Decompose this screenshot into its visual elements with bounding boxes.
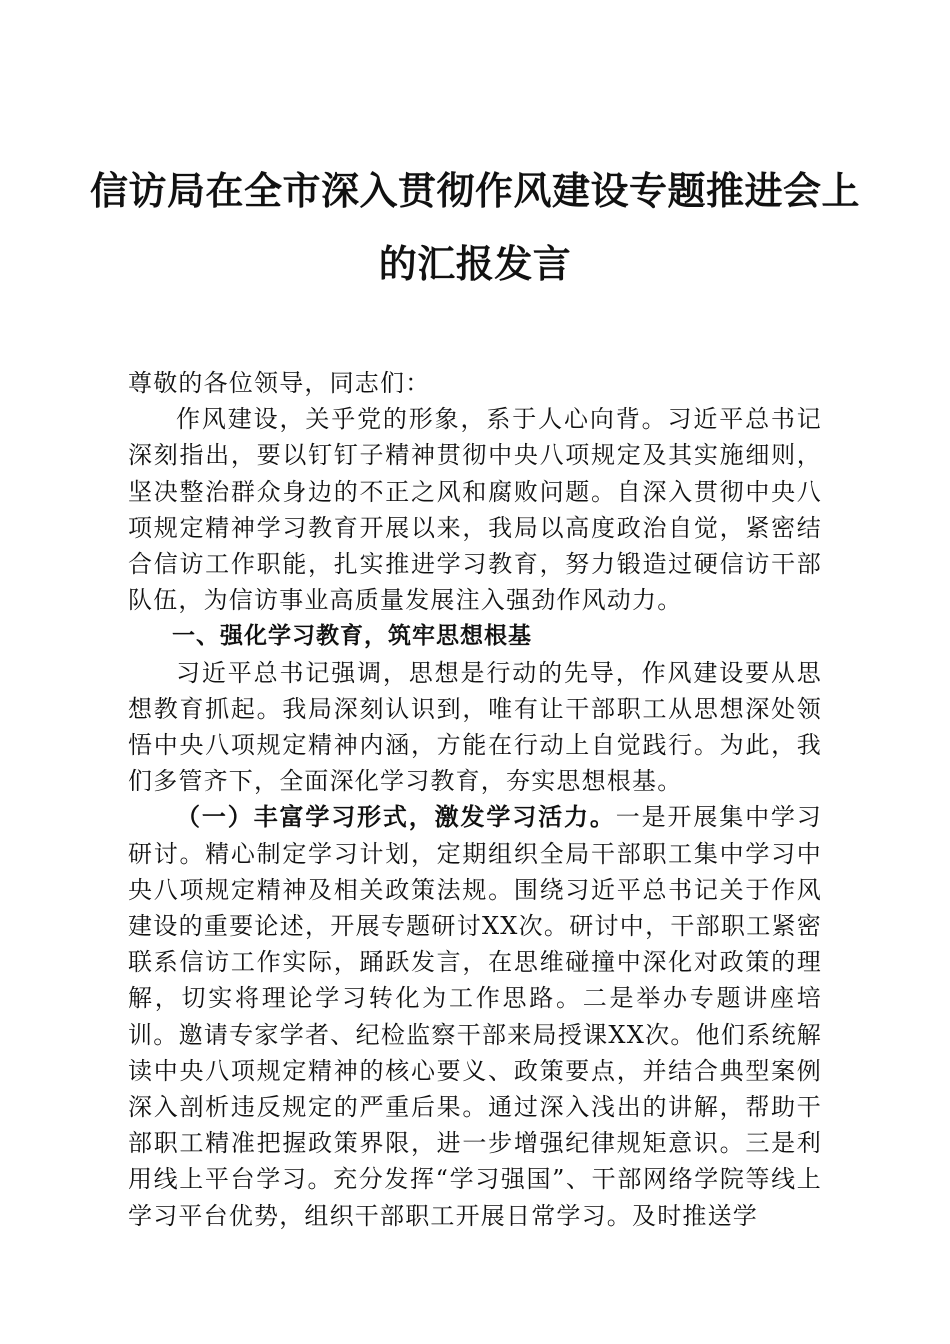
intro-paragraph: 作风建设，关乎党的形象，系于人心向背。习近平总书记深刻指出，要以钉钉子精神贯彻中央八项规定及其实施细则，坚决整治群众身边的不正之风和腐败问题。自深入贯彻中央八项规定精神学习教育开展以来，我局以高度政治自觉，紧密结合信访工作职能，扎实推进学习教育，努力锻造过硬信访干部队伍，为信访事业高质量发展注入强劲作风动力。 (128, 405, 822, 615)
subsection-1-body: 一是开展集中学习研讨。精心制定学习计划，定期组织全局干部职工集中学习中央八项规定精神及相关政策法规。围绕习近平总书记关于作风建设的重要论述，开展专题研讨XX次。研讨中，干部职工紧密联系信访工作实际，踊跃发言，在思维碰撞中深化对政策的理解，切实将理论学习转化为工作思路。二是举办专题讲座培训。邀请专家学者、纪检监察干部来局授课XX次。他们系统解读中央八项规定精神的核心要义、政策要点，并结合典型案例深入剖析违反规定的严重后果。通过深入浅出的讲解，帮助干部职工精准把握政策界限，进一步增强纪律规矩意识。三是利用线上平台学习。充分发挥“学习强国”、干部网络学院等线上学习平台优势，组织干部职工开展日常学习。及时推送学 (128, 803, 822, 1230)
document-title-line-1: 信访局在全市深入贯彻作风建设专题推进会上 (90, 168, 861, 213)
section-1-heading: 一、强化学习教育，筑牢思想根基 (172, 623, 532, 650)
section-1-paragraph: 习近平总书记强调，思想是行动的先导，作风建设要从思想教育抓起。我局深刻认识到，唯有让干部职工从思想深处领悟中央八项规定精神内涵，方能在行动上自觉践行。为此，我们多管齐下，全面深化学习教育，夯实思想根基。 (128, 658, 822, 796)
subsection-1-paragraph (128, 799, 822, 1233)
document-body (128, 365, 822, 1234)
subsection-1-heading: （一）丰富学习形式，激发学习活力。 (176, 802, 616, 832)
document-title-line-2: 的汇报发言 (378, 241, 572, 286)
salutation: 尊敬的各位领导，同志们： (128, 369, 431, 397)
